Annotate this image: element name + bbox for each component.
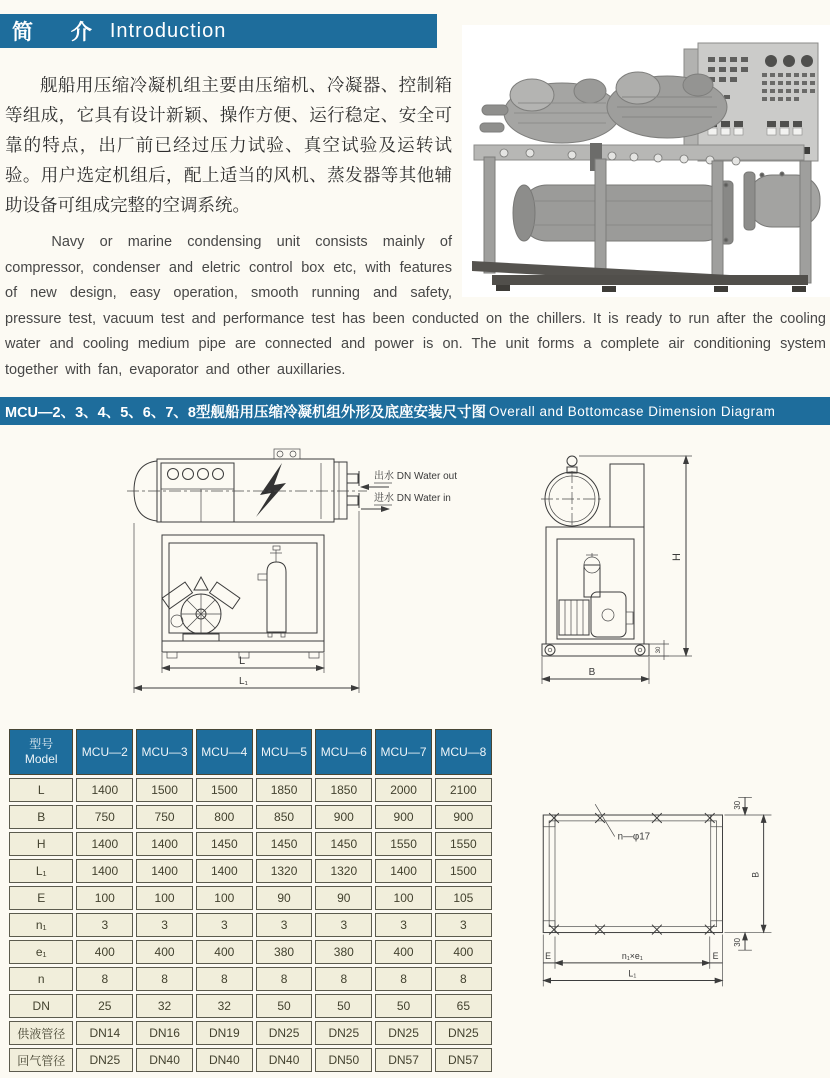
- dim-label-spacing: n₁×e₁: [621, 950, 643, 961]
- table-cell: 1400: [136, 859, 193, 883]
- table-row: [9, 994, 492, 1018]
- table-row-label: 回气管径: [9, 1048, 73, 1072]
- table-cell: 800: [196, 805, 253, 829]
- table-cell: 8: [435, 967, 492, 991]
- hole-note-label: n—φ17: [617, 831, 650, 843]
- dim-label-base30: 30: [656, 646, 662, 654]
- table-row-label: L₁: [9, 859, 73, 883]
- side-view-drawing: [519, 427, 719, 712]
- table-cell: 50: [375, 994, 432, 1018]
- table-cell: 8: [375, 967, 432, 991]
- table-cell: 1850: [315, 778, 372, 802]
- dim-label-H: H: [671, 553, 683, 561]
- table-cell: 1850: [256, 778, 313, 802]
- table-col-header: MCU—6: [315, 729, 372, 775]
- table-row: [9, 940, 492, 964]
- table-cell: 1400: [76, 859, 133, 883]
- table-row-label: DN: [9, 994, 73, 1018]
- table-cell: 1450: [196, 832, 253, 856]
- table-cell: 105: [435, 886, 492, 910]
- table-col-header: MCU—7: [375, 729, 432, 775]
- table-cell: 900: [375, 805, 432, 829]
- table-cell: 1400: [76, 778, 133, 802]
- table-cell: DN25: [435, 1021, 492, 1045]
- section-title-en: Overall and Bottomcase Dimension Diagram: [488, 403, 776, 419]
- table-cell: DN57: [435, 1048, 492, 1072]
- dimension-section-banner: [0, 397, 830, 425]
- dim-label-L1: L₁: [239, 676, 248, 687]
- table-cell: 1400: [136, 832, 193, 856]
- table-corner-en: Model: [24, 752, 58, 766]
- table-cell: 2000: [375, 778, 432, 802]
- table-cell: 3: [375, 913, 432, 937]
- table-row: [9, 913, 492, 937]
- table-cell: 400: [196, 940, 253, 964]
- table-cell: 1500: [136, 778, 193, 802]
- table-row-label: e₁: [9, 940, 73, 964]
- condensing-unit-photo-art: [462, 25, 830, 297]
- table-cell: 1450: [315, 832, 372, 856]
- table-cell: 8: [196, 967, 253, 991]
- intro-banner-en: Introduction: [109, 19, 227, 42]
- table-cell: 1450: [256, 832, 313, 856]
- table-cell: 100: [375, 886, 432, 910]
- table-col-header: MCU—4: [196, 729, 253, 775]
- dim-label-30-top: 30: [732, 800, 742, 810]
- table-cell: DN25: [256, 1021, 313, 1045]
- table-cell: 8: [256, 967, 313, 991]
- table-cell: 3: [435, 913, 492, 937]
- table-row-label: E: [9, 886, 73, 910]
- dimension-table: [6, 726, 495, 1075]
- table-cell: 2100: [435, 778, 492, 802]
- table-row-label: L: [9, 778, 73, 802]
- base-plan-drawing: [507, 786, 830, 1036]
- table-cell: 50: [256, 994, 313, 1018]
- table-corner-cell: [9, 729, 73, 775]
- intro-paragraph-en: Navy or marine condensing unit consists mainly of compressor, condenser and eletric control box etc, with features of new design, easy operation, smooth running and safety, pressure test, vacuum test and performance test has been conducted on the chillers. It is ready to run after the cooling water and cooling medium pipe are connected and power is on. The unit forms a complete air conditioning system together with fan, evaporator and other auxillaries.: [5, 234, 826, 378]
- table-cell: 1500: [196, 778, 253, 802]
- table-cell: DN25: [315, 1021, 372, 1045]
- table-cell: DN14: [76, 1021, 133, 1045]
- table-cell: DN19: [196, 1021, 253, 1045]
- table-cell: DN50: [315, 1048, 372, 1072]
- table-col-header: MCU—2: [76, 729, 133, 775]
- dim-label-B-plan: B: [750, 871, 761, 878]
- table-cell: DN40: [136, 1048, 193, 1072]
- table-cell: 25: [76, 994, 133, 1018]
- table-cell: 8: [315, 967, 372, 991]
- table-cell: 1550: [375, 832, 432, 856]
- table-row: [9, 1048, 492, 1072]
- table-corner-zh: 型号: [29, 737, 54, 751]
- table-cell: 3: [196, 913, 253, 937]
- table-row: [9, 1021, 492, 1045]
- table-cell: 8: [136, 967, 193, 991]
- table-cell: 900: [435, 805, 492, 829]
- water-out-label: 出水 DN Water out: [374, 471, 457, 482]
- table-cell: 90: [256, 886, 313, 910]
- table-cell: DN25: [375, 1021, 432, 1045]
- table-cell: 100: [136, 886, 193, 910]
- table-cell: 400: [435, 940, 492, 964]
- unit-photo: [462, 25, 830, 297]
- table-cell: 400: [76, 940, 133, 964]
- dim-label-L1-plan: L₁: [628, 968, 637, 979]
- table-cell: 1400: [76, 832, 133, 856]
- table-cell: 400: [375, 940, 432, 964]
- dimension-drawings: [0, 427, 830, 712]
- table-row: [9, 859, 492, 883]
- table-cell: 3: [136, 913, 193, 937]
- front-view-drawing: [89, 427, 499, 712]
- table-cell: DN57: [375, 1048, 432, 1072]
- section-title-zh: MCU—2、3、4、5、6、7、8型舰船用压缩冷凝机组外形及底座安装尺寸图: [5, 404, 486, 421]
- table-cell: 3: [256, 913, 313, 937]
- table-cell: 850: [256, 805, 313, 829]
- table-col-header: MCU—8: [435, 729, 492, 775]
- table-cell: 380: [315, 940, 372, 964]
- table-cell: 900: [315, 805, 372, 829]
- table-cell: 1320: [315, 859, 372, 883]
- dim-label-E-left: E: [544, 950, 551, 961]
- table-row: [9, 832, 492, 856]
- intro-banner: [0, 14, 437, 48]
- table-cell: 1550: [435, 832, 492, 856]
- table-cell: 1400: [196, 859, 253, 883]
- table-cell: 1500: [435, 859, 492, 883]
- table-cell: 32: [196, 994, 253, 1018]
- table-cell: DN40: [196, 1048, 253, 1072]
- table-cell: 90: [315, 886, 372, 910]
- intro-banner-zh: 简 介: [12, 21, 108, 44]
- table-cell: 50: [315, 994, 372, 1018]
- table-header-row: [9, 729, 492, 775]
- table-cell: 1400: [375, 859, 432, 883]
- table-cell: 32: [136, 994, 193, 1018]
- table-cell: DN16: [136, 1021, 193, 1045]
- table-row-label: B: [9, 805, 73, 829]
- table-cell: 8: [76, 967, 133, 991]
- table-cell: DN40: [256, 1048, 313, 1072]
- table-cell: 750: [136, 805, 193, 829]
- table-row-label: n: [9, 967, 73, 991]
- table-cell: 3: [315, 913, 372, 937]
- table-cell: 100: [76, 886, 133, 910]
- dimension-table-section: [0, 726, 830, 1075]
- table-row: [9, 778, 492, 802]
- table-col-header: MCU—5: [256, 729, 313, 775]
- table-cell: DN25: [76, 1048, 133, 1072]
- table-row-label: H: [9, 832, 73, 856]
- table-cell: 380: [256, 940, 313, 964]
- table-cell: 750: [76, 805, 133, 829]
- table-row: [9, 805, 492, 829]
- intro-paragraph-zh: 舰船用压缩冷凝机组主要由压缩机、冷凝器、控制箱等组成，它具有设计新颖、操作方便、运行稳定、安全可靠的特点，出厂前已经过压力试验、真空试验及运转试验。用户选定机组后，配上适当的风机、蒸发器等其他辅助设备可组成完整的空调系统。: [5, 75, 452, 215]
- table-cell: 400: [136, 940, 193, 964]
- table-col-header: MCU—3: [136, 729, 193, 775]
- water-in-label: 进水 DN Water in: [374, 493, 451, 504]
- table-cell: 1320: [256, 859, 313, 883]
- table-cell: 65: [435, 994, 492, 1018]
- dim-label-B: B: [588, 667, 596, 678]
- table-row: [9, 967, 492, 991]
- dim-label-30-bottom: 30: [732, 937, 742, 947]
- table-row-label: n₁: [9, 913, 73, 937]
- dim-label-E-right: E: [712, 950, 719, 961]
- table-row: [9, 886, 492, 910]
- table-row-label: 供液管径: [9, 1021, 73, 1045]
- table-cell: 3: [76, 913, 133, 937]
- dim-label-L: L: [239, 655, 246, 667]
- table-cell: 100: [196, 886, 253, 910]
